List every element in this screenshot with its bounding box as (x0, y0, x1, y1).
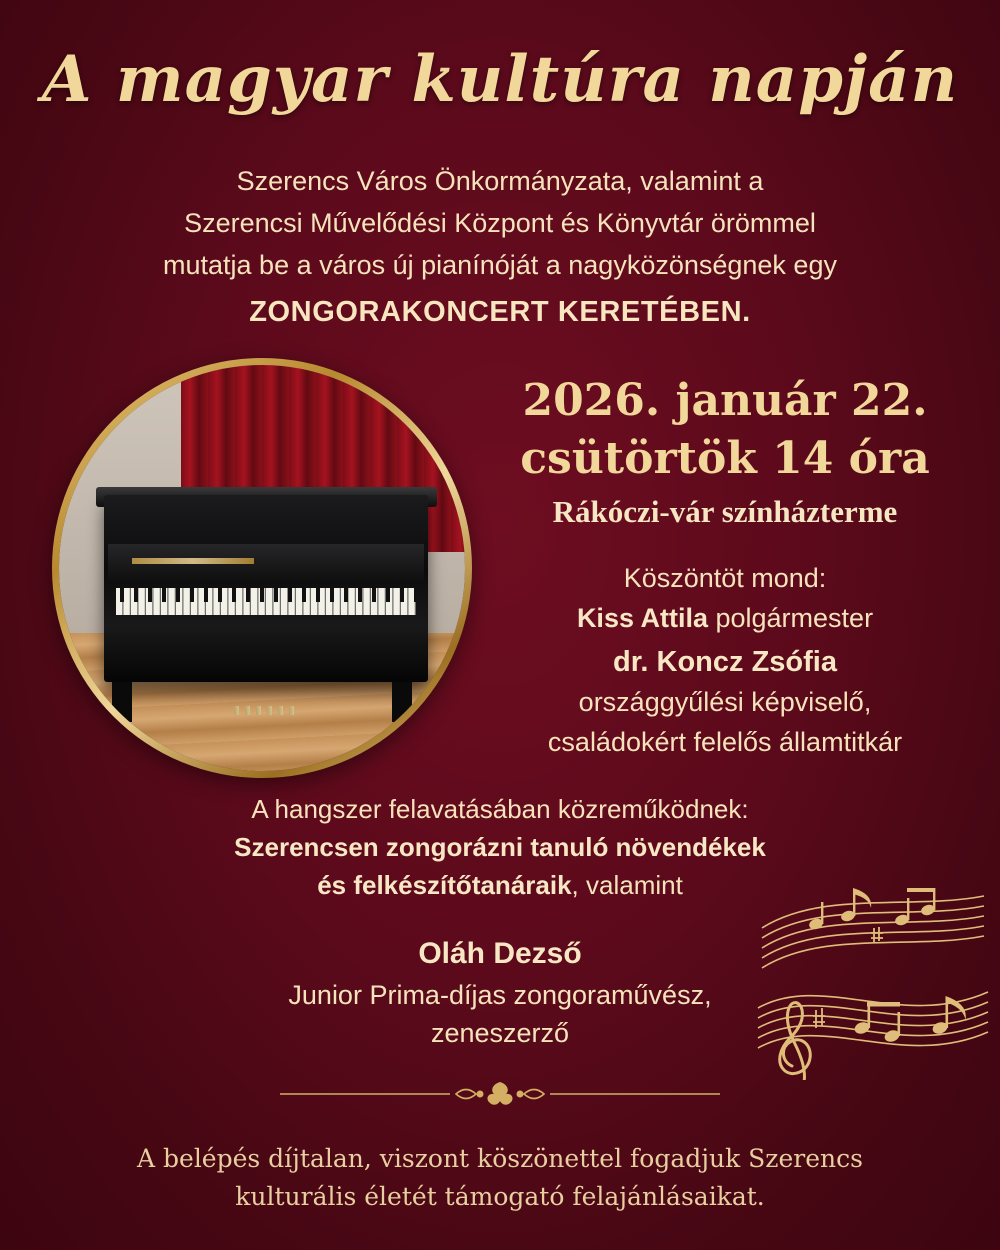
photo-piano-black-keys (116, 588, 416, 602)
music-staff-icon (752, 880, 992, 1080)
footer-line-1: A belépés díjtalan, viszont köszönettel fogadjuk Szerencs (137, 1144, 863, 1173)
artist-role-line-1: Junior Prima-díjas zongoraművész, (288, 980, 712, 1010)
participants-tail: , valamint (571, 870, 683, 900)
intro-line-2: Szerencsi Művelődési Központ és Könyvtár örömmel (184, 208, 816, 238)
event-date-line-2: csütörtök 14 óra (520, 433, 930, 484)
artist-role-line-2: zeneszerző (430, 1018, 570, 1048)
event-date-line-1: 2026. január 22. (522, 375, 928, 426)
participants-line-1: Szerencsen zongorázni tanuló növendékek (234, 832, 766, 862)
photo-piano-leg-left (112, 682, 132, 723)
greeting-label: Köszöntöt mond: (623, 563, 827, 593)
photo-piano-leg-right (392, 682, 412, 723)
page-title: A magyar kultúra napján (41, 42, 959, 117)
ornamental-divider (280, 1078, 720, 1110)
artist-name: Oláh Dezső (418, 937, 582, 970)
greeting-block (470, 558, 980, 638)
greeting-role: polgármester (707, 603, 874, 633)
piano-photo-frame (52, 358, 472, 778)
intro-line-1: Szerencs Város Önkormányzata, valamint a (236, 166, 764, 196)
footer-note (0, 1140, 1000, 1216)
greeting-person (470, 598, 980, 638)
greeting-name: Kiss Attila (576, 603, 708, 633)
event-type-line: ZONGORAKONCERT KERETÉBEN. (249, 296, 751, 328)
event-date-block (470, 372, 980, 530)
intro-paragraph (0, 160, 1000, 286)
mp-role-line-2: családokért felelős államtitkár (547, 727, 903, 757)
footer-line-2: kulturális életét támogató felajánlásaikat. (235, 1182, 765, 1211)
mp-name: dr. Koncz Zsófia (613, 646, 837, 678)
photo-piano-pedals (234, 706, 299, 715)
participants-bold-2: és felkészítőtanáraik (317, 870, 572, 900)
photo-piano-logo (132, 558, 254, 564)
intro-line-3: mutatja be a város új pianínóját a nagyközönségnek egy (163, 250, 837, 280)
mp-block (460, 642, 990, 762)
piano-photo (59, 365, 465, 771)
mp-role-line-1: országgyűlési képviselő, (578, 687, 872, 717)
event-venue: Rákóczi-vár színházterme (552, 494, 898, 529)
participants-label: A hangszer felavatásában közreműködnek: (251, 794, 749, 824)
